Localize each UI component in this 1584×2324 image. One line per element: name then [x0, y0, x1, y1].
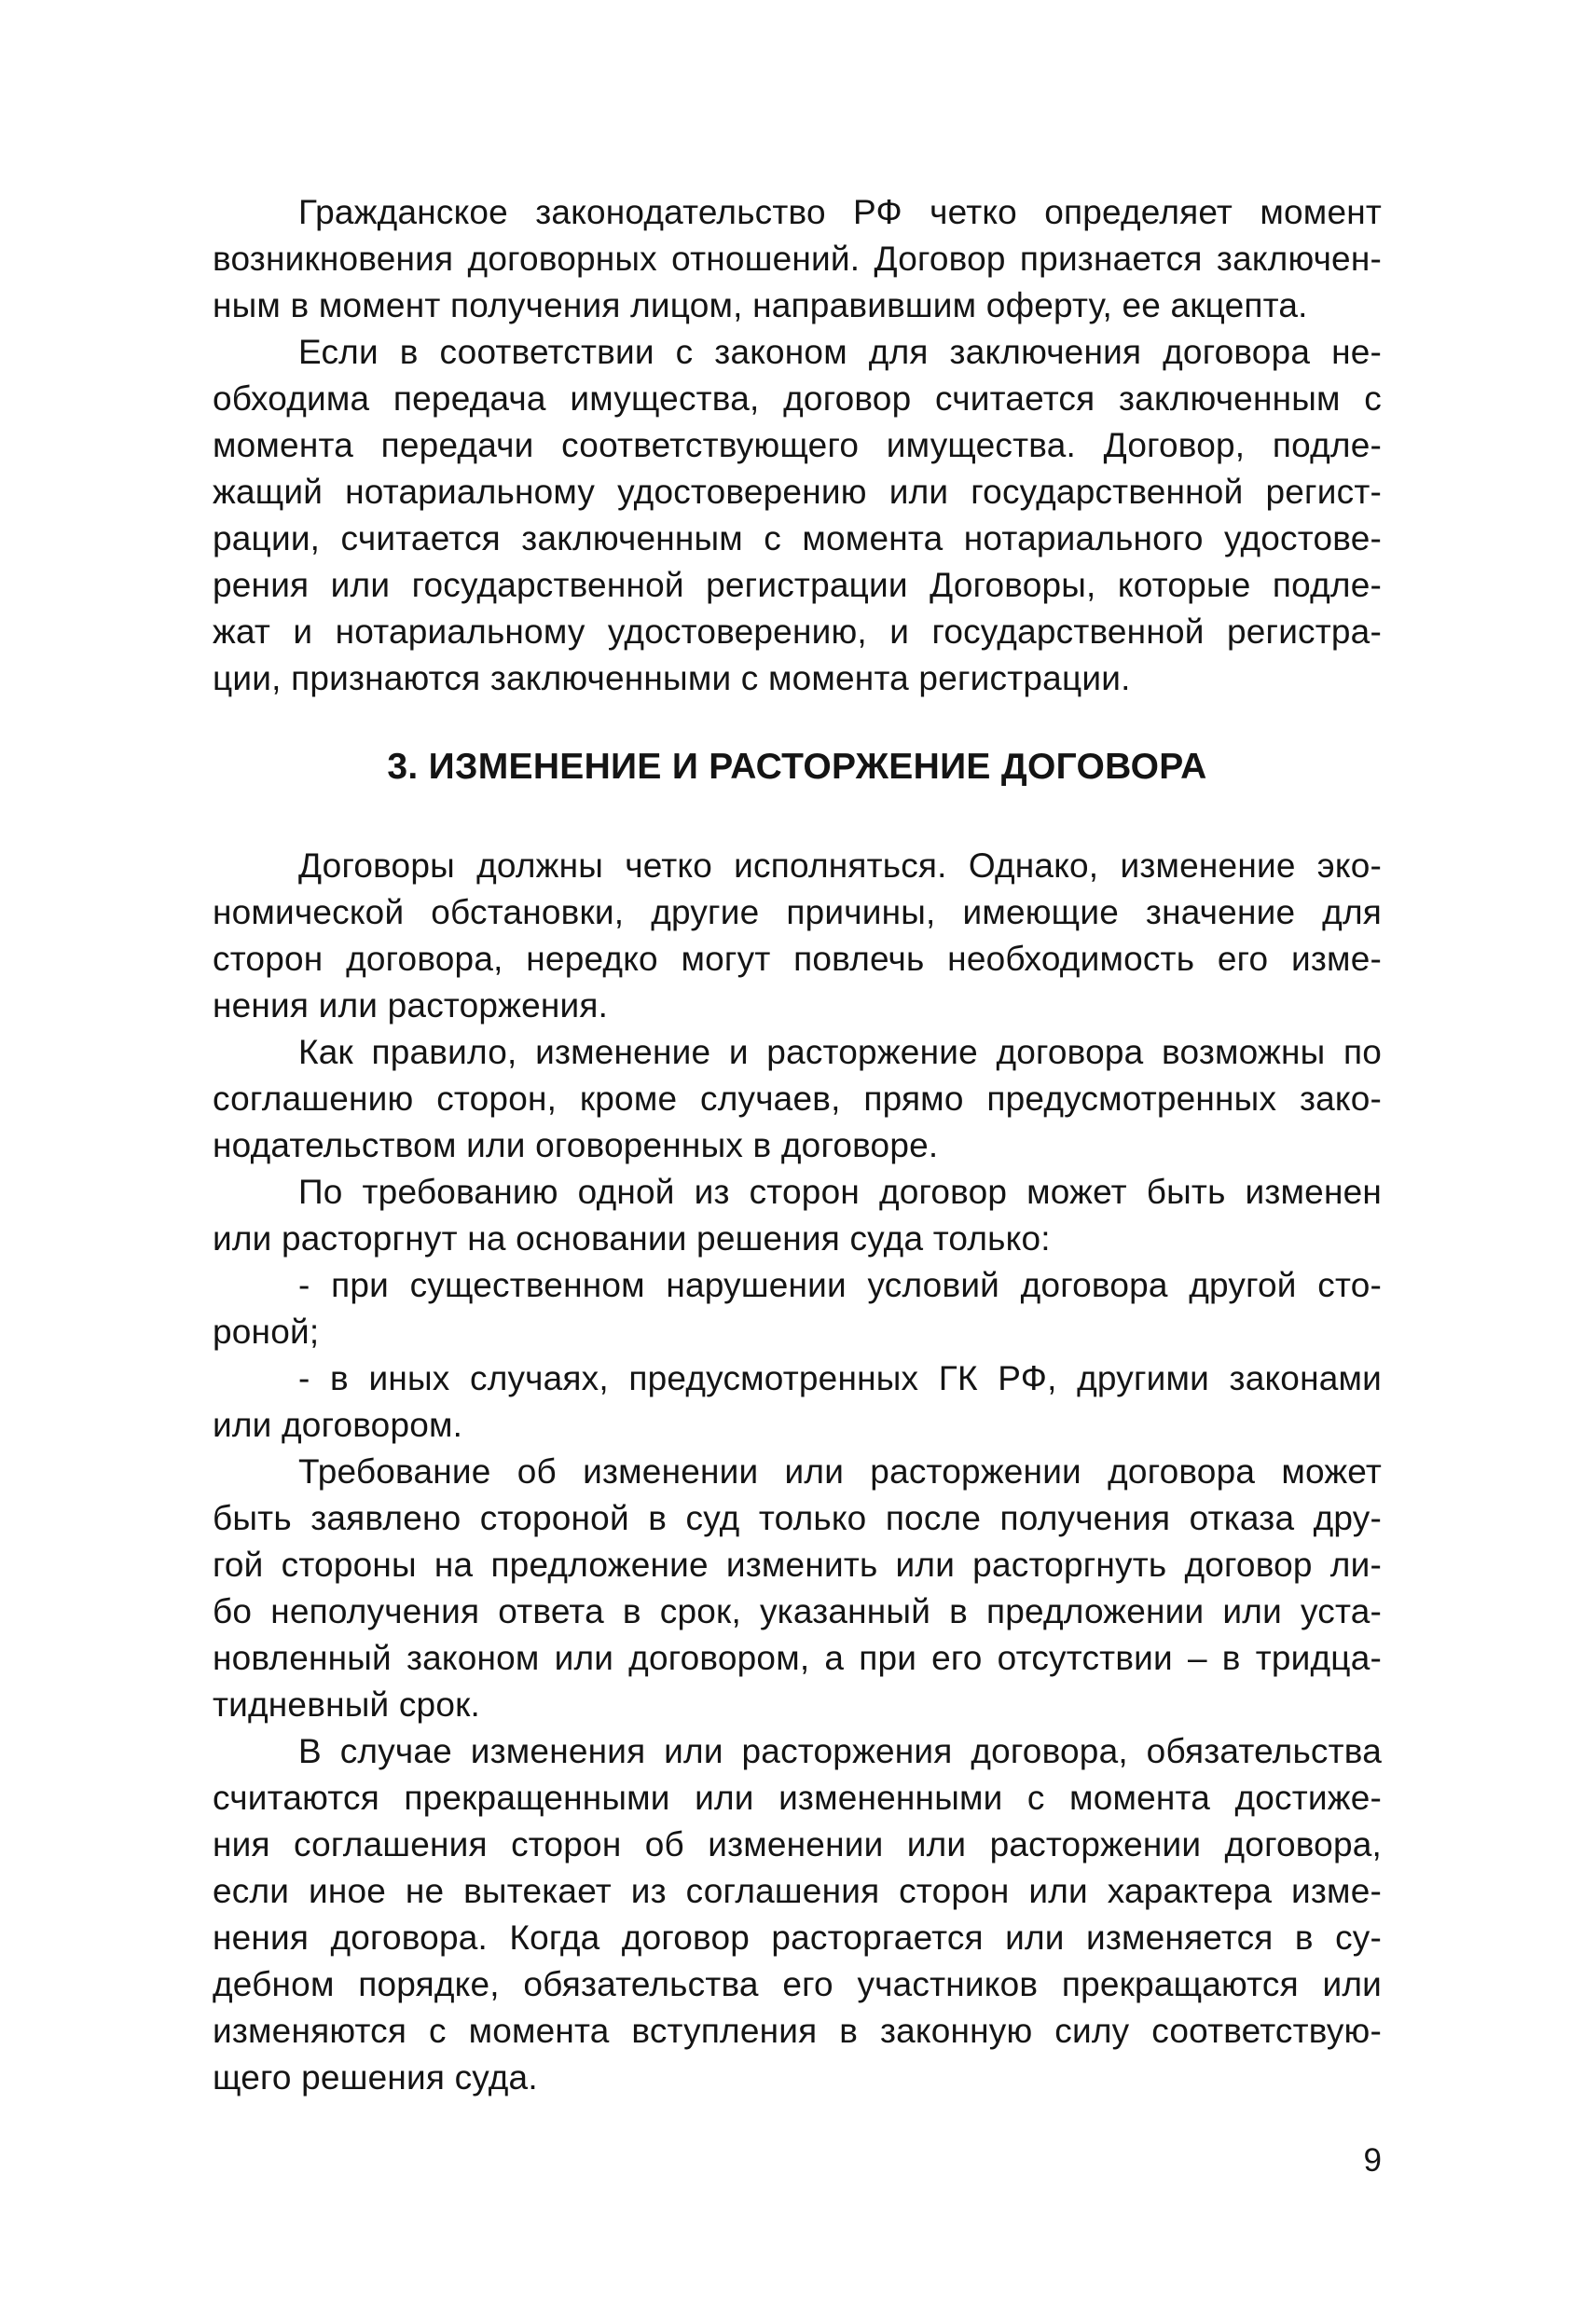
- text-line: или договором.: [213, 1406, 463, 1444]
- text-line: обходима передача имущества, договор считается заключенным с: [213, 379, 1382, 418]
- text-line: жат и нотариальному удостоверению, и государственной регистра-: [213, 612, 1382, 651]
- text-line: В случае изменения или расторжения договора, обязательства: [298, 1732, 1382, 1770]
- text-line: - при существенном нарушении условий договора другой сто-: [298, 1266, 1382, 1304]
- paragraph-4: [213, 1029, 1382, 1169]
- text-line: Гражданское законодательство РФ четко определяет момент: [298, 193, 1382, 231]
- text-line: быть заявлено стороной в суд только после получения отказа дру-: [213, 1499, 1382, 1537]
- text-line: сторон договора, нередко могут повлечь необходимость его изме-: [213, 940, 1382, 978]
- text-line: ния соглашения сторон об изменении или расторжении договора,: [213, 1825, 1382, 1863]
- page-number: 9: [1363, 2142, 1382, 2179]
- text-block-top: [213, 189, 1382, 702]
- paragraph-2: [213, 329, 1382, 702]
- paragraph-7: [213, 1728, 1382, 2101]
- text-line: Требование об изменении или расторжении договора может: [298, 1452, 1382, 1491]
- text-line: По требованию одной из сторон договор может быть изменен: [298, 1173, 1382, 1211]
- text-line: считаются прекращенными или измененными с момента достиже-: [213, 1779, 1382, 1817]
- text-line: нения или расторжения.: [213, 986, 609, 1024]
- text-line: возникновения договорных отношений. Договор признается заключен-: [213, 240, 1382, 278]
- list-item: [213, 1355, 1382, 1449]
- paragraph-5: [213, 1169, 1382, 1262]
- text-line: Как правило, изменение и расторжение договора возможны по: [298, 1033, 1382, 1071]
- text-block-section: [213, 843, 1382, 2101]
- text-line: гой стороны на предложение изменить или расторгнуть договор ли-: [213, 1546, 1382, 1584]
- text-line: щего решения суда.: [213, 2058, 538, 2097]
- text-line: новленный законом или договором, а при его отсутствии – в тридца-: [213, 1639, 1382, 1677]
- text-line: роной;: [213, 1313, 320, 1351]
- text-line: номической обстановки, другие причины, имеющие значение для: [213, 893, 1382, 931]
- text-line: Договоры должны четко исполняться. Однако, изменение эко-: [298, 846, 1382, 885]
- text-line: бо неполучения ответа в срок, указанный в предложении или уста-: [213, 1592, 1382, 1630]
- paragraph-6: [213, 1449, 1382, 1728]
- text-line: дебном порядке, обязательства его участников прекращаются или: [213, 1965, 1382, 2003]
- text-line: рения или государственной регистрации Договоры, которые подле-: [213, 566, 1382, 604]
- list-item: [213, 1262, 1382, 1355]
- text-line: изменяются с момента вступления в законную силу соответствую-: [213, 2012, 1382, 2050]
- text-line: тидневный срок.: [213, 1685, 480, 1724]
- text-line: Если в соответствии с законом для заключения договора не-: [298, 333, 1382, 371]
- text-line: нодательством или оговоренных в договоре.: [213, 1126, 939, 1164]
- text-line: если иное не вытекает из соглашения сторон или характера изме-: [213, 1872, 1382, 1910]
- section-heading: 3. ИЗМЕНЕНИЕ И РАСТОРЖЕНИЕ ДОГОВОРА: [387, 747, 1207, 787]
- text-line: соглашению сторон, кроме случаев, прямо предусмотренных зако-: [213, 1079, 1382, 1118]
- text-line: ции, признаются заключенными с момента регистрации.: [213, 659, 1131, 697]
- text-line: рации, считается заключенным с момента нотариального удостове-: [213, 519, 1382, 557]
- paragraph-1: [213, 189, 1382, 329]
- paragraph-3: [213, 843, 1382, 1029]
- text-line: или расторгнут на основании решения суда только:: [213, 1219, 1051, 1258]
- text-line: нения договора. Когда договор расторгается или изменяется в су-: [213, 1918, 1382, 1957]
- text-line: жащий нотариальному удостоверению или государственной регист-: [213, 473, 1382, 511]
- text-line: момента передачи соответствующего имущества. Договор, подле-: [213, 426, 1382, 464]
- text-line: - в иных случаях, предусмотренных ГК РФ, другими законами: [298, 1359, 1382, 1397]
- text-line: ным в момент получения лицом, направившим оферту, ее акцепта.: [213, 286, 1308, 324]
